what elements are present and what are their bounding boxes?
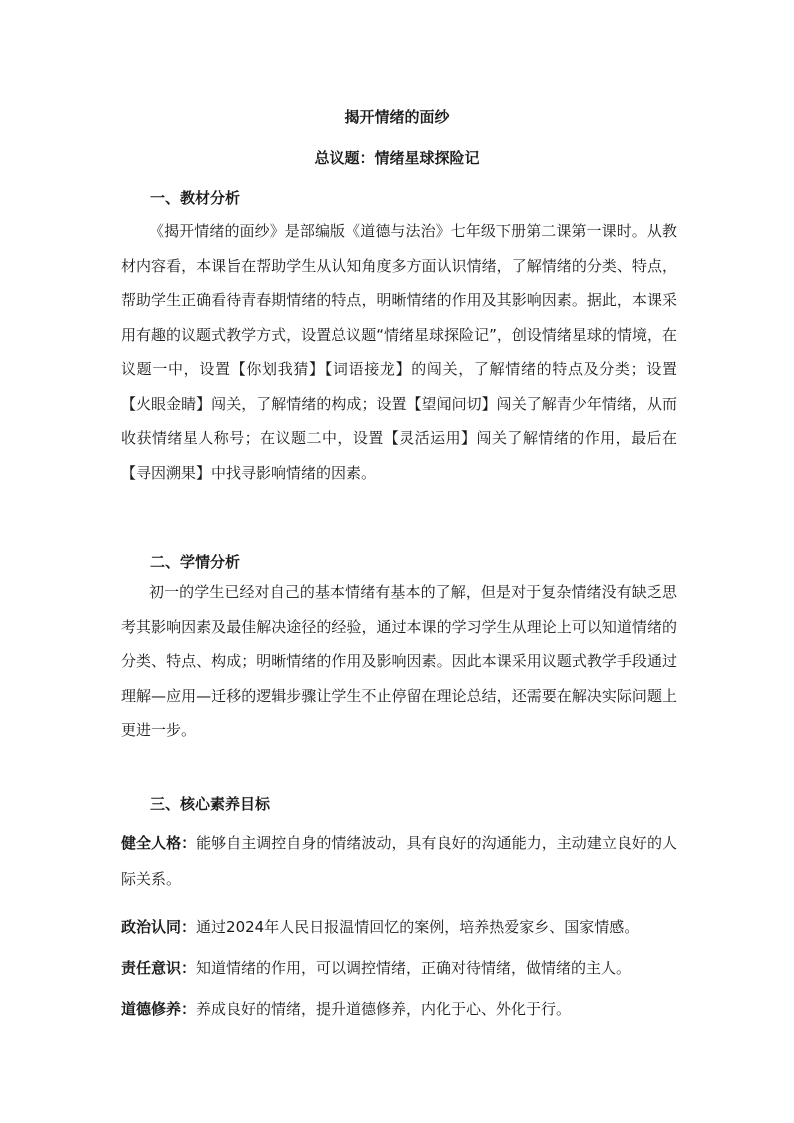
goal-separator: ： — [181, 959, 197, 977]
goal-separator: ： — [181, 834, 197, 852]
goal-label: 政治认同 — [121, 918, 182, 936]
goal-label: 道德修养 — [121, 1000, 182, 1018]
section-heading-textbook-analysis: 一、教材分析 — [150, 189, 241, 207]
goal-text: 通过2024年人民日报温情回忆的案例，培养热爱家乡、国家情感。 — [196, 918, 640, 936]
goal-item-personality — [121, 825, 677, 897]
section-heading-core-goals: 三、核心素养目标 — [150, 795, 271, 813]
goal-text: 养成良好的情绪，提升道德修养，内化于心、外化于行。 — [196, 1000, 572, 1018]
goal-item-morality — [121, 991, 677, 1027]
goal-item-political — [121, 909, 677, 945]
paragraph-student-analysis: 初一的学生已经对自己的基本情绪有基本的了解，但是对于复杂情绪没有缺乏思考其影响因素及最佳解决途径的经验，通过本课的学习学生从理论上可以知道情绪的分类、特点、构成；明晰情绪的作用及影响因素。因此本课采用议题式教学手段通过理解—应用—迁移的逻辑步骤让学生不止停留在理论总结，还需要在解决实际问题上更进一步。 — [121, 583, 677, 739]
document-subtitle: 总议题：情绪星球探险记 — [314, 149, 480, 167]
goal-label: 责任意识 — [121, 959, 182, 977]
goal-text: 能够自主调控自身的情绪波动，具有良好的沟通能力，主动建立良好的人际关系。 — [121, 834, 677, 888]
goal-text: 知道情绪的作用，可以调控情绪，正确对待情绪，做情绪的主人。 — [196, 959, 632, 977]
goal-separator: ： — [181, 918, 197, 936]
section-heading-student-analysis: 二、学情分析 — [150, 553, 241, 571]
goal-separator: ： — [181, 1000, 197, 1018]
goal-label: 健全人格 — [121, 834, 182, 852]
document-title: 揭开情绪的面纱 — [344, 108, 450, 126]
paragraph-textbook-analysis: 《揭开情绪的面纱》是部编版《道德与法治》七年级下册第二课第一课时。从教材内容看，本课旨在帮助学生从认知角度多方面认识情绪，了解情绪的分类、特点，帮助学生正确看待青春期情绪的特点，明晰情绪的作用及其影响因素。据此，本课采用有趣的议题式教学方式，设置总议题“情绪星球探险记”，创设情绪星球的情境，在议题一中，设置【你划我猜】【词语接龙】的闯关，了解情绪的特点及分类；设置【火眼金睛】闯关，了解情绪的构成；设置【望闻问切】闯关了解青少年情绪，从而收获情绪星人称号；在议题二中，设置【灵活运用】闯关了解情绪的作用，最后在【寻因溯果】中找寻影响情绪的因素。 — [121, 222, 677, 482]
goal-item-responsibility — [121, 950, 677, 986]
